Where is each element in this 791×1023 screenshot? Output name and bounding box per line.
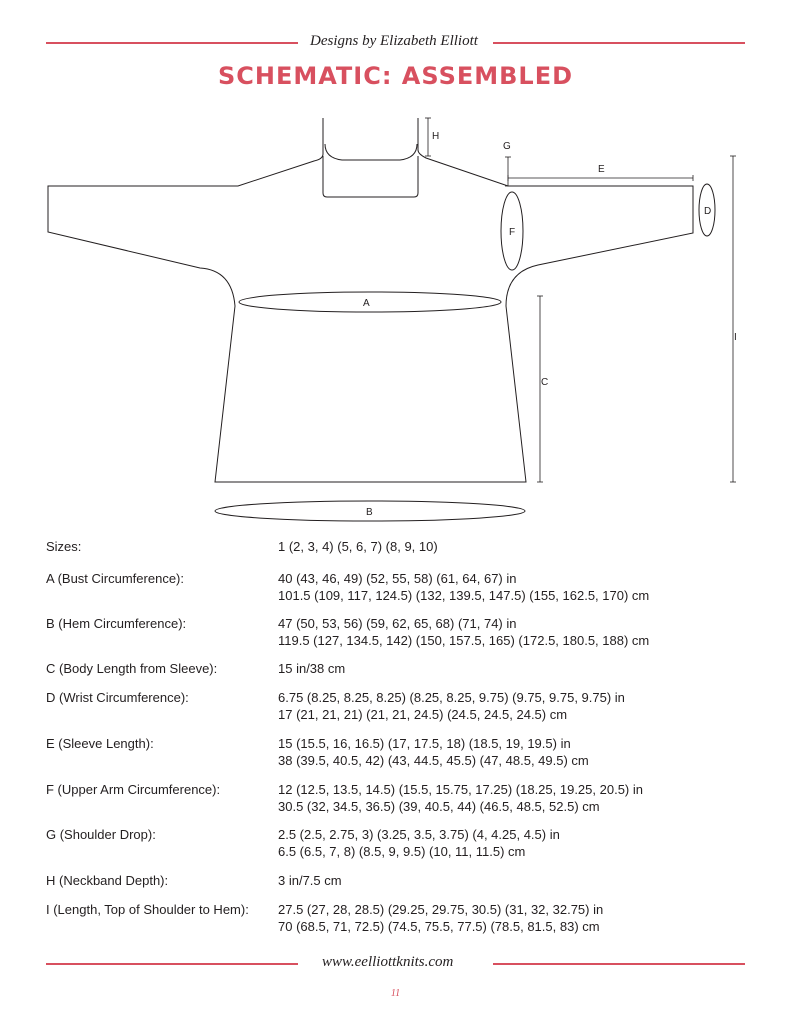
measurement-value: 15 in/38 cm: [278, 661, 346, 676]
header-rule-left: [46, 42, 298, 44]
neckband-outline: [325, 144, 417, 160]
measurement-value: 70 (68.5, 71, 72.5) (74.5, 75.5, 77.5) (78.5, 81.5, 83) cm: [278, 919, 600, 934]
label-g: G: [503, 141, 511, 152]
measurement-value: 30.5 (32, 34.5, 36.5) (39, 40.5, 44) (46.5, 48.5, 52.5) cm: [278, 799, 600, 814]
bust-circumference-ellipse: [239, 292, 501, 312]
measurement-value: 38 (39.5, 40.5, 42) (43, 44.5, 45.5) (47, 48.5, 49.5) cm: [278, 753, 589, 768]
measurement-value: 6.75 (8.25, 8.25, 8.25) (8.25, 8.25, 9.75) (9.75, 9.75, 9.75) in: [278, 690, 625, 705]
label-f: F: [509, 227, 516, 238]
label-c: C: [541, 377, 549, 388]
label-i: I: [734, 332, 737, 343]
footer-website: www.eelliottknits.com: [322, 954, 454, 970]
label-d: D: [704, 206, 712, 217]
measurement-value: 17 (21, 21, 21) (21, 21, 24.5) (24.5, 24.5, 24.5) cm: [278, 707, 568, 722]
measurement-label: E (Sleeve Length):: [46, 736, 154, 751]
measurement-label: D (Wrist Circumference):: [46, 690, 189, 705]
footer-rule-right: [493, 963, 745, 965]
label-e: E: [598, 164, 605, 175]
measurement-label: C (Body Length from Sleeve):: [46, 661, 218, 676]
page-title: SCHEMATIC: ASSEMBLED: [217, 62, 574, 90]
measurement-label: A (Bust Circumference):: [46, 571, 184, 586]
label-a: A: [363, 298, 370, 309]
footer-rule-left: [46, 963, 298, 965]
measurement-label: B (Hem Circumference):: [46, 616, 187, 631]
page-number: 11: [390, 988, 401, 999]
sweater-schematic: [0, 110, 791, 530]
measurement-value: 15 (15.5, 16, 16.5) (17, 17.5, 18) (18.5, 19, 19.5) in: [278, 736, 571, 751]
header-text: Designs by Elizabeth Elliott: [310, 33, 478, 49]
measurement-value: 101.5 (109, 117, 124.5) (132, 139.5, 147.5) (155, 162.5, 170) cm: [278, 588, 650, 603]
measurement-value: 2.5 (2.5, 2.75, 3) (3.25, 3.5, 3.75) (4, 4.25, 4.5) in: [278, 827, 560, 842]
measurement-value: 40 (43, 46, 49) (52, 55, 58) (61, 64, 67) in: [278, 571, 517, 586]
label-h: H: [432, 131, 440, 142]
measurement-value: 47 (50, 53, 56) (59, 62, 65, 68) (71, 74) in: [278, 616, 517, 631]
header-rule-right: [493, 42, 745, 44]
measurement-label: H (Neckband Depth):: [46, 873, 169, 888]
neck-opening-outline: [323, 156, 418, 197]
garment-outline: [48, 118, 693, 482]
measurement-label: G (Shoulder Drop):: [46, 827, 156, 842]
measurement-value: 6.5 (6.5, 7, 8) (8.5, 9, 9.5) (10, 11, 11.5) cm: [278, 844, 526, 859]
label-b: B: [366, 507, 373, 518]
measurement-value: 27.5 (27, 28, 28.5) (29.25, 29.75, 30.5) (31, 32, 32.75) in: [278, 902, 604, 917]
measurement-value: 3 in/7.5 cm: [278, 873, 342, 888]
measurement-value: 1 (2, 3, 4) (5, 6, 7) (8, 9, 10): [278, 539, 438, 554]
measurement-value: 119.5 (127, 134.5, 142) (150, 157.5, 165) (172.5, 180.5, 188) cm: [278, 633, 650, 648]
measurement-label: I (Length, Top of Shoulder to Hem):: [46, 902, 249, 917]
measurement-value: 12 (12.5, 13.5, 14.5) (15.5, 15.75, 17.25) (18.25, 19.25, 20.5) in: [278, 782, 643, 797]
measurement-label: Sizes:: [46, 539, 82, 554]
measurement-label: F (Upper Arm Circumference):: [46, 782, 221, 797]
